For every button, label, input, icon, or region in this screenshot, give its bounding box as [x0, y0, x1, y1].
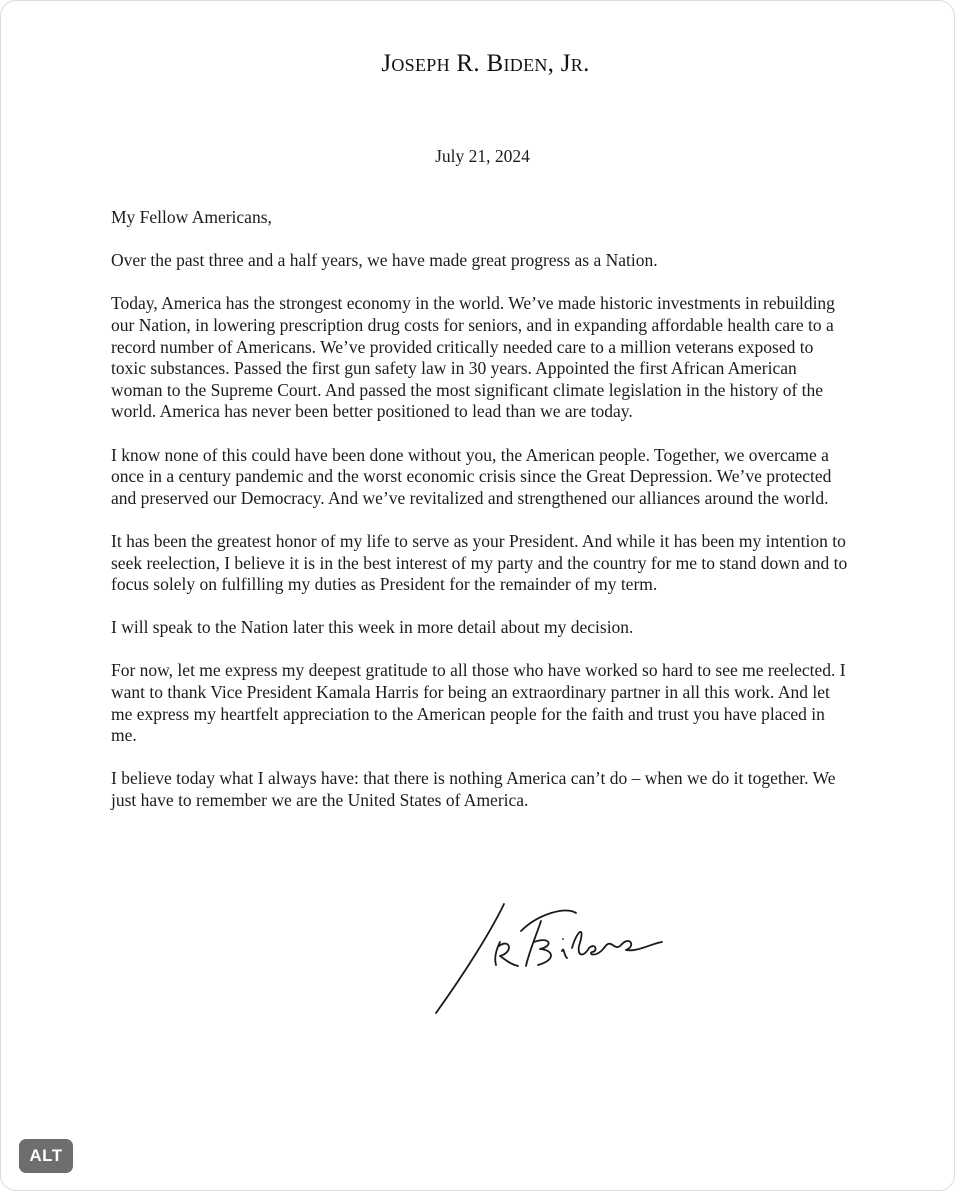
salutation: My Fellow Americans, [111, 207, 272, 227]
paragraph-4: It has been the greatest honor of my life to serve as your President. And while it has been my intention to seek reelection, I believe it is in the best interest of my party and the country for me to stand down and to focus solely on fulfilling my duties as President for the remainder of my term. [111, 530, 848, 595]
signature [426, 886, 676, 1016]
paragraph-3: I know none of this could have been done without you, the American people. Together, we overcame a once in a century pandemic and the worst economic crisis since the Great Depression. We’ve protected and preserved our Democracy. And we’ve revitalized and strengthened our alliances around the world. [111, 444, 832, 508]
letter-date: July 21, 2024 [435, 146, 530, 166]
paragraph-5: I will speak to the Nation later this week in more detail about my decision. [111, 617, 634, 638]
paragraph-7: I believe today what I always have: that there is nothing America can’t do – when we do it together. We just have to remember we are the United States of America. [111, 768, 836, 811]
paragraph-2: Today, America has the strongest economy in the world. We’ve made historic investments in rebuilding our Nation, in lowering prescription drug costs for seniors, and in expanding affordable health care to a record number of Americans. We’ve provided critically needed care to a million veterans exposed to toxic substances. Passed the first gun safety law in 30 years. Appointed the first African American woman to the Supreme Court. And passed the most significant climate legislation in the history of the world. America has never been better positioned to lead than we are today. [111, 293, 835, 422]
alt-text-button[interactable]: ALT [19, 1139, 73, 1173]
paragraph-1: Over the past three and a half years, we have made great progress as a Nation. [111, 250, 658, 271]
letter-body [111, 207, 851, 833]
letterhead: Joseph R. Biden, Jr. [381, 50, 590, 77]
paragraph-6: For now, let me express my deepest gratitude to all those who have worked so hard to see me reelected. I want to thank Vice President Kamala Harris for being an extraordinary partner in all this work. And let me express my heartfelt appreciation to the American people for the faith and trust you have placed in me. [111, 660, 846, 746]
